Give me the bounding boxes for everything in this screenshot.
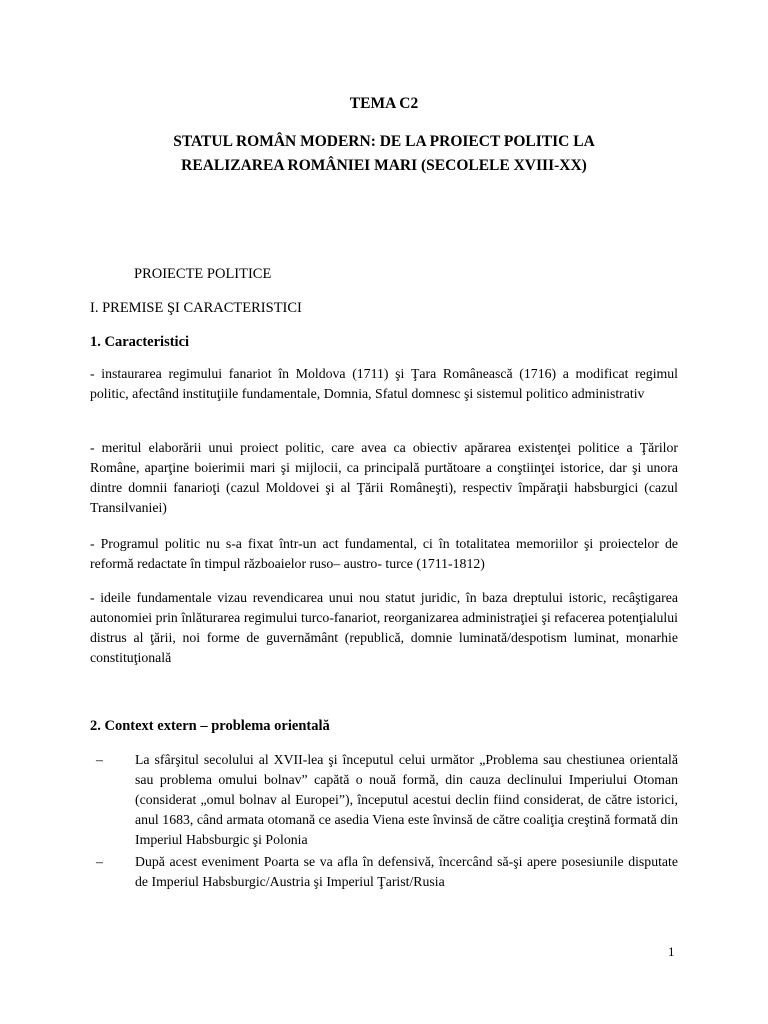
section-label: PROIECTE POLITICE bbox=[134, 266, 272, 282]
theme-title: TEMA C2 bbox=[349, 95, 419, 112]
list-item-text: La sfârşitul secolului al XVII-lea şi începutul celui următor „Problema sau chestiunea orientală sau problema omului bolnav” capătă o nouă formă, din cauza declinului Imperiului Otoman (considerat „omul bolnav al Europei”), începutul acestui declin fiind considerat, de către istorici, anul 1683, când armata otomană ce asedia Viena este învinsă de către coaliţia creştină formată din Imperiul Habsburgic şi Polonia bbox=[135, 752, 678, 847]
subsection-2-heading: 2. Context extern – problema orientală bbox=[90, 718, 330, 734]
paragraph-3: - Programul politic nu s-a fixat într-un act fundamental, ci în totalitatea memoriilor şi proiectelor de reformă redactate în timpul războaielor ruso– austro- turce (1711-1812) bbox=[90, 536, 678, 571]
page-number: 1 bbox=[668, 944, 675, 959]
paragraph-2: - meritul elaborării unui proiect politic, care avea ca obiectiv apărarea existenţei politice a Ţărilor Române, aparţine boierimii mari şi mijlocii, ca principală purtătoare a conştiinţei istorice, dar şi unora dintre domnii fanarioţi (cazul Moldovei şi al Ţării Româneşti), respectiv împăraţii habsburgici (cazul Transilvaniei) bbox=[90, 440, 678, 515]
subsection-1-heading: 1. Caracteristici bbox=[90, 334, 190, 350]
dash-marker: – bbox=[96, 854, 103, 869]
main-title-line-2: REALIZAREA ROMÂNIEI MARI (SECOLELE XVIII-XX) bbox=[181, 157, 587, 174]
list-item-text: După acest eveniment Poarta se va afla în defensivă, încercând să-şi apere posesiunile disputate de Imperiul Habsburgic/Austria şi Imperiul Ţarist/Rusia bbox=[135, 854, 678, 889]
paragraph-4: - ideile fundamentale vizau revendicarea unui nou statut juridic, în baza dreptului istoric, recâştigarea autonomiei prin înlăturarea regimului turco-fanariot, reorganizarea administraţiei şi refacerea potenţialului distrus al ţării, noi forme de guvernământ (republică, domnie luminată/despotism luminat, monarhie constituţională bbox=[90, 590, 678, 665]
dash-marker: – bbox=[96, 752, 103, 767]
main-title-line-1: STATUL ROMÂN MODERN: DE LA PROIECT POLITIC LA bbox=[173, 133, 595, 150]
part-heading: I. PREMISE ŞI CARACTERISTICI bbox=[90, 300, 302, 316]
list-item bbox=[90, 750, 678, 850]
list-item bbox=[90, 852, 678, 892]
bullet-list bbox=[90, 750, 678, 894]
paragraph-1: - instaurarea regimului fanariot în Moldova (1711) şi Ţara Românească (1716) a modificat regimul politic, afectând instituţiile fundamentale, Domnia, Sfatul domnesc şi sistemul politico administrativ bbox=[90, 366, 678, 401]
